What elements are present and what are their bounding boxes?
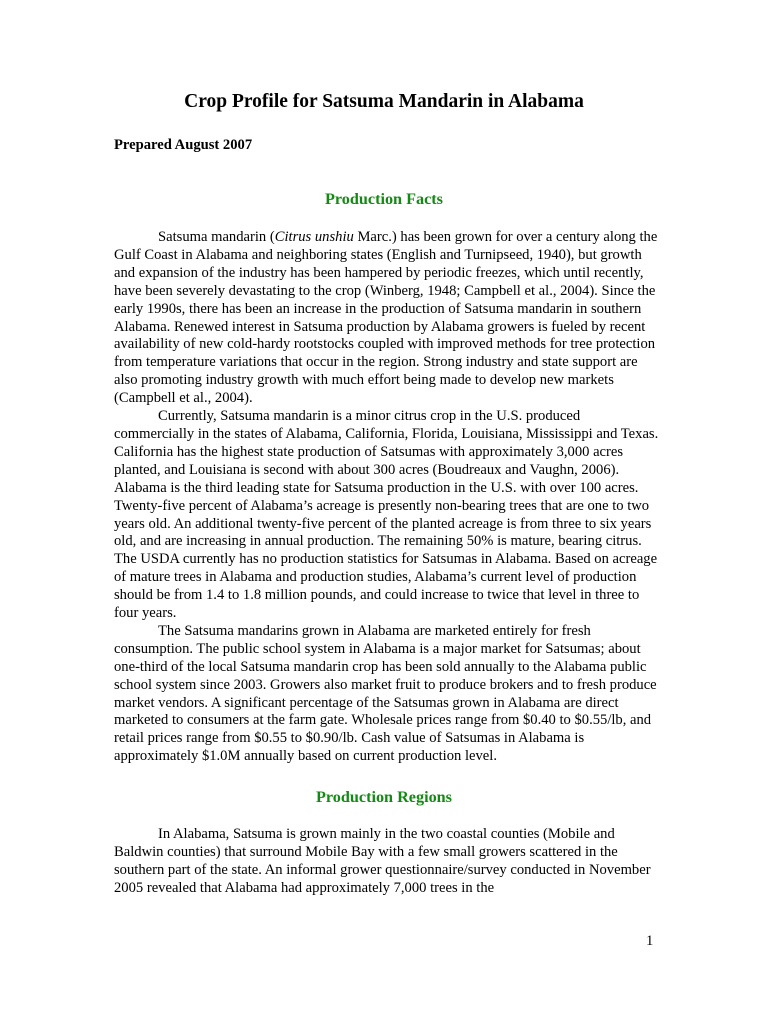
document-title: Crop Profile for Satsuma Mandarin in Alabama: [184, 91, 584, 112]
paragraph: The Satsuma mandarins grown in Alabama are marketed entirely for fresh consumption. The public school system in Alabama is a major market for Satsumas; about one-third of the local Satsuma mandarin crop has been sold annually to the Alabama public school system since 2003. Growers also market fruit to produce brokers and to fresh produce market vendors. A significant percentage of the Satsumas grown in Alabama are direct marketed to consumers at the farm gate. Wholesale prices range from $0.40 to $0.55/lb, and retail prices range from $0.55 to $0.90/lb. Cash value of Satsumas in Alabama is approximately $1.0M annually based on current production level.: [114, 622, 657, 765]
prepared-date: Prepared August 2007: [114, 137, 253, 153]
page-number: 1: [646, 933, 654, 949]
species-name: Citrus unshiu: [274, 229, 354, 245]
paragraph-rest: Marc.) has been grown for over a century along the Gulf Coast in Alabama and neighboring states (English and Turnipseed, 1940), but growth and expansion of the industry has been hampered by periodic freezes, which until recently, have been severely devastating to the crop (Winberg, 1948; Campbell et al., 2004). Since the early 1990s, there has been an increase in the production of Satsuma mandarin in southern Alabama. Renewed interest in Satsuma production by Alabama growers is fueled by recent availability of new cold-hardy rootstocks coupled with improved methods for tree protection from temperature variations that occur in the region. Strong industry and state support are also promoting industry growth with much effort being made to develop new markets (Campbell et al., 2004).: [114, 229, 658, 407]
paragraph: Currently, Satsuma mandarin is a minor citrus crop in the U.S. produced commercially in the states of Alabama, California, Florida, Louisiana, Mississippi and Texas. California has the highest state production of Satsumas with approximately 3,000 acres planted, and Louisiana is second with about 300 acres (Boudreaux and Vaughn, 2006). Alabama is the third leading state for Satsuma production in the U.S. with over 100 acres. Twenty-five percent of Alabama’s acreage is presently non-bearing trees that are one to two years old. An additional twenty-five percent of the planted acreage is from three to six years old, and are increasing in annual production. The remaining 50% is mature, bearing citrus. The USDA currently has no production statistics for Satsumas in Alabama. Based on acreage of mature trees in Alabama and production studies, Alabama’s current level of production should be from 1.4 to 1.8 million pounds, and could increase to twice that level in three to four years.: [114, 408, 659, 622]
paragraph: In Alabama, Satsuma is grown mainly in the two coastal counties (Mobile and Baldwin counties) that surround Mobile Bay with a few small growers scattered in the southern part of the state. An informal grower questionnaire/survey conducted in November 2005 revealed that Alabama had approximately 7,000 trees in the: [114, 826, 651, 896]
section-body-production-facts: [114, 229, 659, 766]
section-heading-production-regions: Production Regions: [316, 788, 452, 806]
paragraph-lead: Satsuma mandarin (: [158, 229, 275, 245]
paragraph: [114, 229, 659, 408]
section-body-production-regions: [114, 826, 659, 898]
section-heading-production-facts: Production Facts: [325, 190, 443, 208]
